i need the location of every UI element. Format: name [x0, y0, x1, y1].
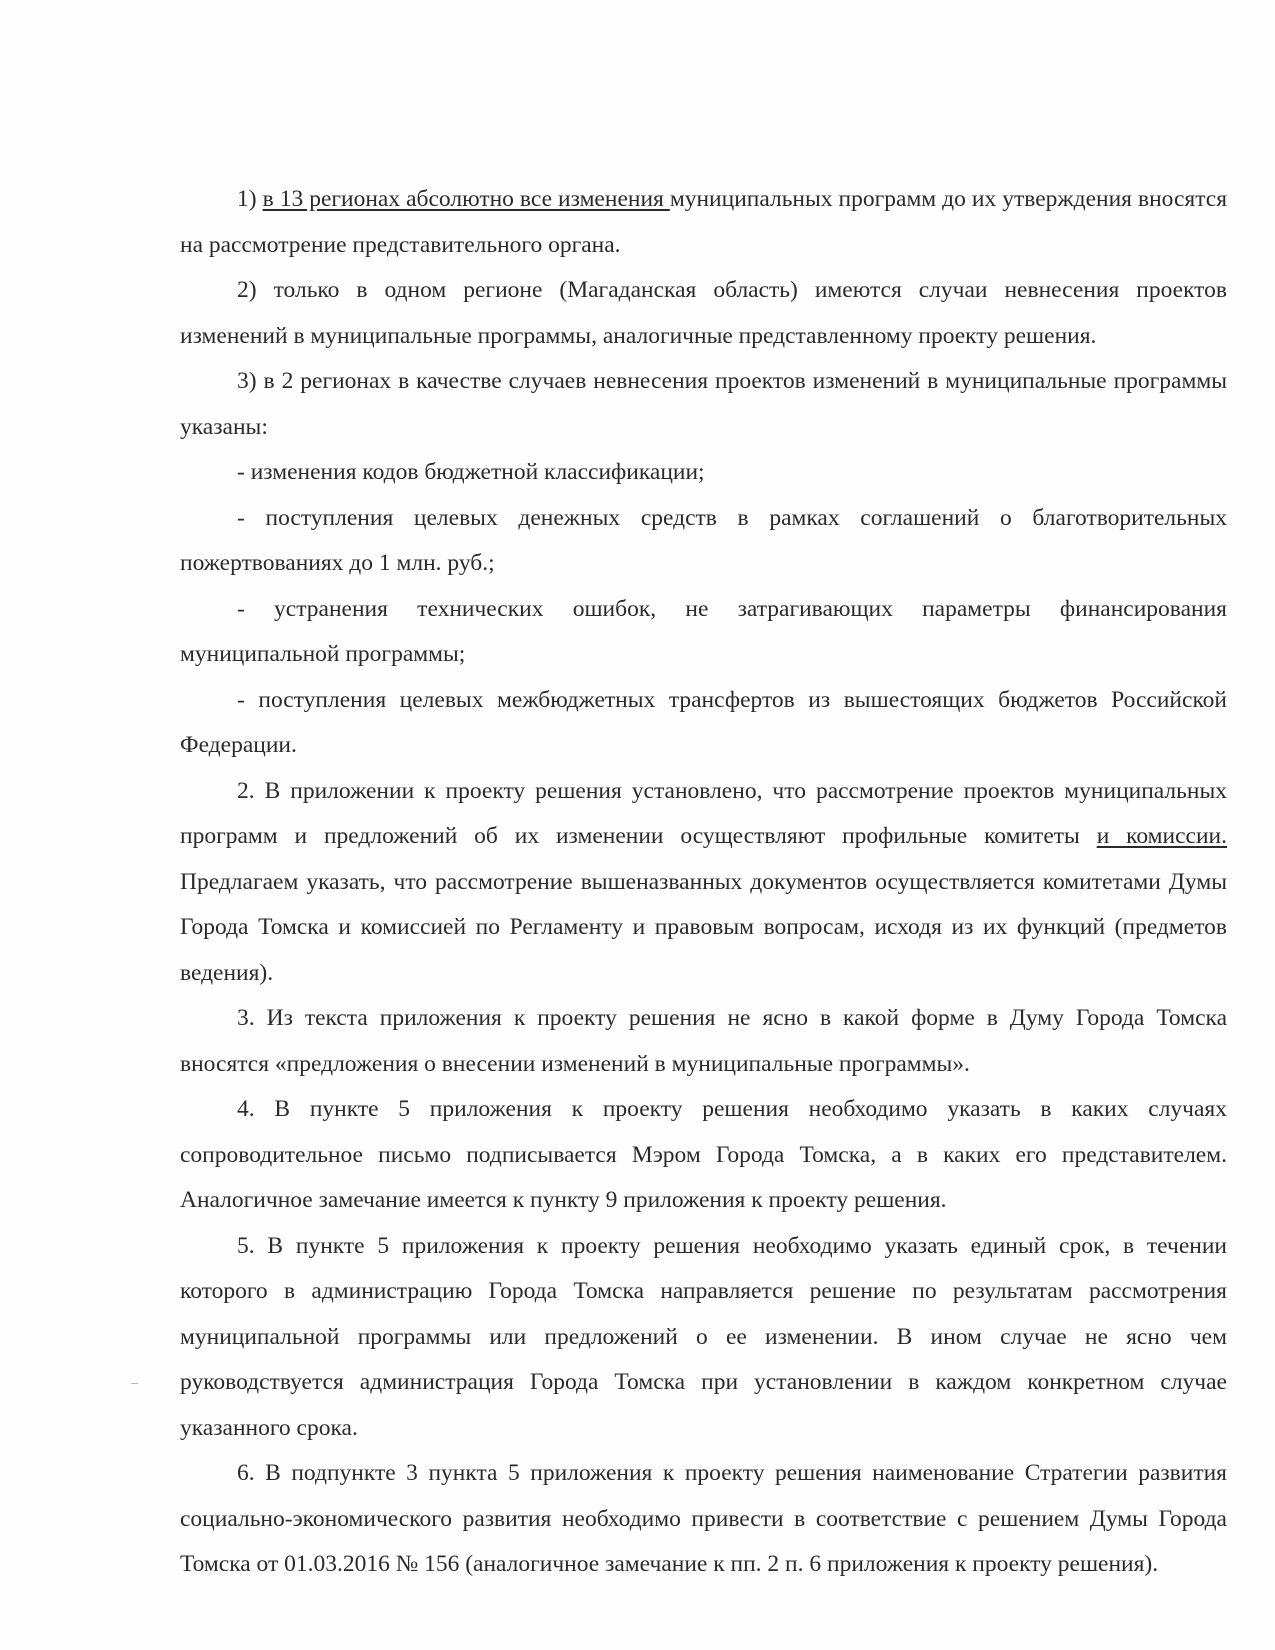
document-body — [180, 177, 1227, 1588]
item-text: Предлагаем указать, что рассмотрение вышеназванных документов осуществляется комитетами Думы Города Томска и комиссией по Регламенту и правовым вопросам, исходя из их функций (предметов ведения). — [180, 868, 1227, 986]
paragraph-text: муниципальных программ до их утверждения вносятся на рассмотрение представительного органа. — [180, 186, 1228, 258]
paragraph-region-3: 3) в 2 регионах в качестве случаев невнесения проектов изменений в муниципальные программы указаны: — [180, 368, 1227, 440]
bullet-item: - поступления целевых денежных средств в рамках соглашений о благотворительных пожертвованиях до 1 млн. руб.; — [180, 504, 1227, 576]
paragraph-region-1 — [180, 177, 1227, 268]
numbered-item-3: 3. Из текста приложения к проекту решения не ясно в какой форме в Думу Города Томска вносятся «предложения о внесении изменений в муниципальные программы». — [180, 1005, 1227, 1077]
underlined-phrase: в 13 регионах абсолютно все изменения — [262, 186, 670, 212]
paragraph-region-2: 2) только в одном регионе (Магаданская область) имеются случаи невнесения проектов изменений в муниципальные программы, аналогичные представленному проекту решения. — [180, 277, 1227, 349]
numbered-item-6: 6. В подпункте 3 пункта 5 приложения к проекту решения наименование Стратегии развития социально-экономического развития необходимо привести в соответствие с решением Думы Города Томска от 01.03.2016 № 156 (аналогичное замечание к пп. 2 п. 6 приложения к проекту решения). — [180, 1460, 1227, 1577]
item-text: 2. В приложении к проекту решения установлено, что рассмотрение проектов муниципальных программ и предложений об их изменении осуществляют профильные комитеты — [180, 777, 1227, 849]
bullet-item: - устранения технических ошибок, не затрагивающих параметры финансирования муниципальной программы; — [180, 595, 1227, 667]
numbered-item-5: 5. В пункте 5 приложения к проекту решения необходимо указать единый срок, в течении которого в администрацию Города Томска направляется решение по результатам рассмотрения муниципальной программы или предложений о ее изменении. В ином случае не ясно чем руководствуется администрация Города Томска при установлении в каждом конкретном случае указанного срока. — [180, 1232, 1227, 1441]
bullet-item: - изменения кодов бюджетной классификации; — [237, 459, 705, 485]
numbered-item-4: 4. В пункте 5 приложения к проекту решения необходимо указать в каких случаях сопроводительное письмо подписывается Мэром Города Томска, а в каких его представителем. Аналогичное замечание имеется к пункту 9 приложения к проекту решения. — [180, 1096, 1227, 1213]
numbered-item-2 — [180, 769, 1227, 997]
underlined-phrase: и комиссии. — [1096, 823, 1227, 849]
paragraph-lead: 1) — [237, 186, 263, 212]
scan-mark — [131, 1383, 138, 1384]
bullet-item: - поступления целевых межбюджетных трансфертов из вышестоящих бюджетов Российской Федерации. — [180, 686, 1227, 758]
